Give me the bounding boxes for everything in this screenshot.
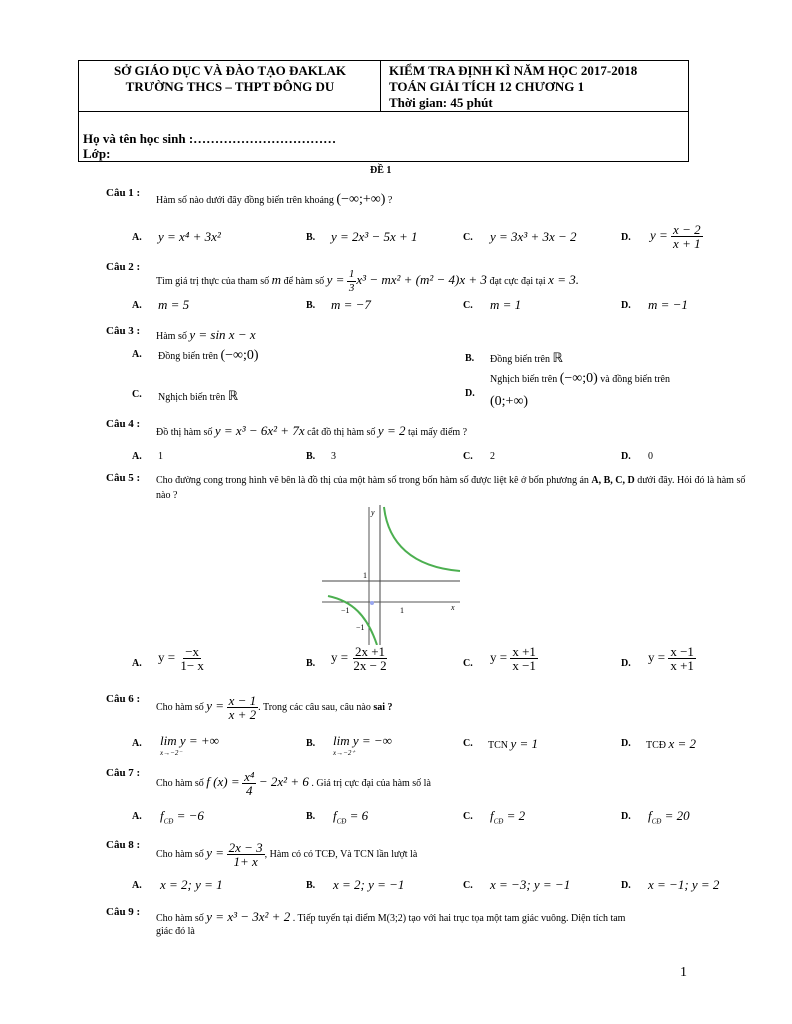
option-value: x = −3; y = −1: [490, 877, 571, 892]
option-value: y = $\frac{-x}{1- x}$: [158, 644, 204, 673]
option-value: Đồng biến trên (−∞;0): [158, 348, 259, 363]
student-name-field: Họ và tên học sinh :……………………………: [83, 131, 337, 146]
option-value: x = 2; y = 1: [160, 877, 223, 892]
option-letter: B.: [306, 738, 316, 749]
option-value: Đồng biến trên ℝ: [490, 350, 563, 365]
option-letter: D.: [621, 880, 631, 891]
option-letter: C.: [463, 811, 473, 822]
graph-curve-right: [384, 507, 460, 571]
exam-title: KIỂM TRA ĐỊNH KÌ NĂM HỌC 2017-2018: [389, 63, 638, 78]
exam-subject: TOÁN GIẢI TÍCH 12 CHƯƠNG 1: [389, 79, 585, 94]
question-label: Câu 8 :: [106, 839, 141, 851]
option-value: y = 2x³ − 5x + 1: [331, 229, 418, 244]
option-value: TCN y = 1: [488, 736, 539, 751]
school-name: TRƯỜNG THCS – THPT ĐÔNG DU: [125, 79, 335, 94]
option-letter: B.: [306, 811, 316, 822]
question-text-continued: giác đó là: [156, 926, 195, 937]
option-letter: D.: [621, 300, 631, 311]
graph-tick-label: 1: [363, 571, 367, 580]
option-letter: D.: [621, 451, 631, 462]
graph-y-label: y: [371, 508, 375, 517]
option-value: y = 3x³ + 3x − 2: [490, 229, 577, 244]
graph-curve-left: [328, 596, 377, 645]
option-letter: A.: [132, 232, 142, 243]
option-value: y = $\frac{x -1}{x +1}$: [648, 644, 694, 673]
option-value: m = −1: [648, 297, 688, 312]
school-department: SỞ GIÁO DỤC VÀ ĐÀO TẠO ĐAKLAK: [113, 63, 347, 78]
option-value: y = $\frac{x - 2}{x + 1}$: [650, 222, 701, 251]
option-letter: A.: [132, 451, 142, 462]
question-text: Cho hàm số y = $\frac{2x - 3}{1+ x}$ , Hàm có có TCĐ, Và TCN lần lượt là: [156, 840, 418, 869]
option-value: Nghịch biến trên (−∞;0) và đồng biến trên: [490, 371, 670, 386]
option-letter: B.: [465, 353, 475, 364]
option-value: TCĐ x = 2: [646, 736, 697, 751]
option-letter: C.: [463, 451, 473, 462]
option-letter: B.: [306, 880, 316, 891]
header-divider: [380, 60, 381, 111]
graph-origin-point: [370, 601, 374, 605]
option-letter: D.: [621, 658, 631, 669]
graph-x-label: x: [451, 603, 455, 612]
option-value: Nghịch biến trên ℝ: [158, 388, 238, 403]
exam-duration: Thời gian: 45 phút: [389, 95, 493, 110]
question-text: Đồ thị hàm số y = x³ − 6x² + 7x cắt đồ thị hàm số y = 2 tại mấy điểm ?: [156, 423, 468, 438]
option-value: 3: [331, 451, 336, 462]
option-value: $f_{CĐ} = 20$: [648, 808, 690, 826]
question-text: Cho hàm số f (x) = $\frac{\text{x⁴}}{4}$ − 2x² + 6 . Giá trị cực đại của hàm số là: [156, 769, 431, 798]
option-letter: B.: [306, 300, 316, 311]
question-text: Cho hàm số y = x³ − 3x² + 2 . Tiếp tuyến tại điểm M(3;2) tạo với hai trục tọa một tam giác vuông. Diện tích tam: [156, 909, 626, 924]
question-text: Cho hàm số y = $\frac{x - 1}{x + 2}$ . Trong các câu sau, câu nào sai ?: [156, 693, 393, 722]
option-value: m = 1: [490, 297, 522, 312]
option-letter: A.: [132, 658, 142, 669]
option-value: $f_{CĐ} = -6$: [160, 808, 204, 826]
question-label: Câu 5 :: [106, 472, 141, 484]
question-label: Câu 6 :: [106, 693, 141, 705]
question-label: Câu 3 :: [106, 325, 141, 337]
question-text: Hàm số nào dưới đây đồng biến trên khoảng (−∞;+∞) ?: [156, 192, 393, 207]
option-value: m = 5: [158, 297, 190, 312]
question-text: Cho đường cong trong hình vẽ bên là đồ thị của một hàm số trong bốn hàm số được liệt kê ở bốn phương án A, B, C, D dưới đây. Hỏi đó là hàm số nào ?: [156, 475, 746, 501]
option-value: y = x⁴ + 3x²: [158, 229, 221, 244]
option-value: y = $\frac{2x +1}{2x - 2}$: [331, 644, 387, 673]
page-number: 1: [680, 965, 687, 980]
option-value: x = 2; y = −1: [333, 877, 405, 892]
option-letter: C.: [463, 658, 473, 669]
option-letter: A.: [132, 738, 142, 749]
option-value: (0;+∞): [490, 394, 529, 409]
graph-tick-label: −1: [356, 623, 365, 632]
option-letter: C.: [463, 738, 473, 749]
option-letter: A.: [132, 811, 142, 822]
option-letter: B.: [306, 658, 316, 669]
class-field: Lớp:: [83, 146, 111, 161]
option-letter: C.: [463, 880, 473, 891]
question-label: Câu 9 :: [106, 906, 141, 918]
question-text: Tìm giá trị thực của tham số m để hàm số y = $\frac{1}{3}$ x³ − mx² + (m² − 4)x + 3 đạt cực đại tại x = 3.: [156, 268, 579, 294]
question-label: Câu 7 :: [106, 767, 141, 779]
option-letter: A.: [132, 349, 142, 360]
option-value: $f_{CĐ} = 6$: [333, 808, 369, 826]
option-letter: B.: [306, 232, 316, 243]
option-value: m = −7: [331, 297, 371, 312]
option-letter: D.: [621, 738, 631, 749]
option-letter: D.: [465, 388, 475, 399]
option-letter: C.: [132, 389, 142, 400]
option-letter: B.: [306, 451, 316, 462]
option-letter: A.: [132, 300, 142, 311]
function-graph: [322, 505, 462, 645]
option-value: 1: [158, 451, 163, 462]
question-text: Hàm số y = sin x − x: [156, 327, 256, 342]
option-letter: D.: [621, 811, 631, 822]
option-value: y = $\frac{x +1}{x -1}$: [490, 644, 536, 673]
option-letter: A.: [132, 880, 142, 891]
graph-tick-label: 1: [400, 606, 404, 615]
option-letter: C.: [463, 300, 473, 311]
option-value: lim y = +∞ x→−2⁻: [160, 733, 219, 757]
header-divider: [78, 111, 689, 112]
option-letter: C.: [463, 232, 473, 243]
option-value: $f_{CĐ} = 2$: [490, 808, 526, 826]
option-value: 0: [648, 451, 653, 462]
exam-code: ĐỀ 1: [370, 165, 392, 176]
graph-tick-label: −1: [341, 606, 350, 615]
option-value: x = −1; y = 2: [648, 877, 720, 892]
option-value: lim y = −∞ x→−2⁺: [333, 733, 392, 757]
option-letter: D.: [621, 232, 631, 243]
option-value: 2: [490, 451, 495, 462]
question-label: Câu 2 :: [106, 261, 141, 273]
question-label: Câu 1 :: [106, 187, 141, 199]
question-label: Câu 4 :: [106, 418, 141, 430]
